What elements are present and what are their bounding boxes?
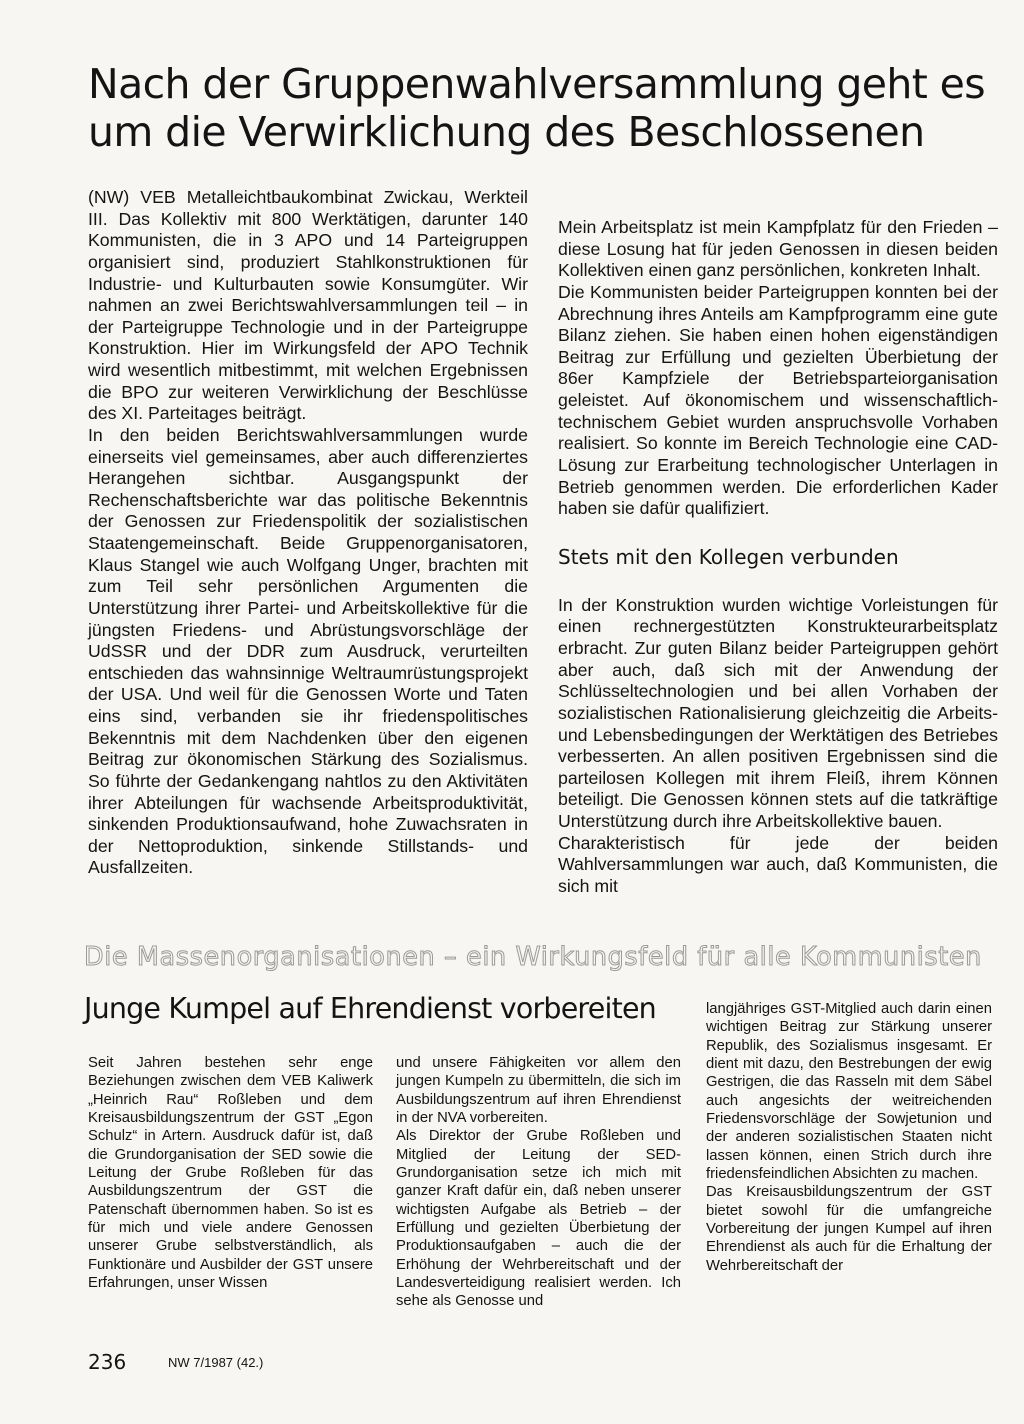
paragraph: Seit Jahren bestehen sehr enge Beziehungen zwischen dem VEB Kaliwerk „Heinrich Rau“ Roßleben und dem Kreisausbildungszentrum der GST „Egon Schulz“ in Artern. Ausdruck dafür ist, daß die Grundorganisation der SED sowie die Leitung der Grube Roßleben für das Ausbildungszentrum der GST die Patenschaft übernommen haben. So ist es für mich und viele andere Genossen unserer Grube selbstverständlich, als Funktionäre und Ausbilder der GST unsere Erfahrungen, unser Wissen	[88, 1055, 373, 1292]
article2-column-1	[88, 1054, 373, 1292]
department-heading: Die Massenorganisationen – ein Wirkungsfeld für alle Kommunisten	[84, 942, 982, 972]
issue-info: NW 7/1987 (42.)	[168, 1355, 264, 1370]
paragraph: In der Konstruktion wurden wichtige Vorleistungen für einen rechnergestützten Konstrukteurarbeitsplatz erbracht. Zur guten Bilanz beider Parteigruppen gehört aber auch, daß sich mit der Anwendung der Schlüsseltechnologien und bei allen Vorhaben der sozialistischen Rationalisierung gleichzeitig die Arbeits- und Lebensbedingungen der Werktätigen des Betriebes verbesserten. An allen positiven Ergebnissen sind die parteilosen Kollegen mit ihrem Fleiß, ihrem Können beteiligt. Die Genossen können stets auf die tatkräftige Unterstützung durch ihre Arbeitskollektive bauen.	[558, 594, 998, 831]
paragraph: In den beiden Berichtswahlversammlungen wurde einerseits viel gemeinsames, aber auch differenziertes Herangehen sichtbar. Ausgangspunkt der Rechenschaftsberichte war das politische Bekenntnis der Genossen zur Friedenspolitik der sozialistischen Staatengemeinschaft. Beide Gruppenorganisatoren, Klaus Stangel wie auch Wolfgang Unger, brachten mit zum Teil sehr persönlichen Argumenten die Unterstützung ihrer Partei- und Arbeitskollektive für die jüngsten Friedens- und Abrüstungsvorschläge der UdSSR und der DDR zum Ausdruck, verurteilten entschieden das wahnsinnige Weltraumrüstungsprojekt der USA. Und weil für die Genossen Worte und Taten eins sind, verbanden sie ihr friedenspolitisches Bekenntnis mit dem Nachdenken über den eigenen Beitrag zur ökonomischen Stärkung des Sozialismus. So führte der Gedankengang nahtlos zu den Aktivitäten ihrer Abteilungen für wachsende Arbeitsproduktivität, sinkenden Produktionsaufwand, hohe Zuwachsraten in der Nettoproduktion, sinkende Stillstands- und Ausfallzeiten.	[88, 424, 528, 878]
page-footer	[88, 1350, 264, 1374]
paragraph: und unsere Fähigkeiten vor allem den jungen Kumpeln zu übermitteln, die sich im Ausbildungszentrum auf ihren Ehrendienst in der NVA vorbereiten.	[396, 1055, 681, 1127]
article-title: Nach der Gruppenwahlversammlung geht es um die Verwirklichung des Beschlossenen	[88, 60, 986, 156]
paragraph: Das Kreisausbildungszentrum der GST bietet sowohl für die umfangreiche Vorbereitung der jungen Kumpel auf ihren Ehrendienst als auch für die Erhaltung der Wehrbereitschaft der	[706, 1184, 992, 1274]
article2-column-3	[706, 1000, 992, 1275]
paragraph: Als Direktor der Grube Roßleben und Mitglied der Leitung der SED-Grundorganisation setze ich mich mit ganzer Kraft dafür ein, daß neben unserer wichtigsten Aufgabe als Betrieb – der Erfüllung und gezielten Überbietung der Produktionsaufgaben – auch die der Erhöhung der Wehrbereitschaft und der Landesverteidigung realisiert werden. Ich sehe als Genosse und	[396, 1128, 681, 1310]
article-column-left	[88, 187, 528, 879]
article-column-right	[558, 217, 998, 898]
paragraph: langjähriges GST-Mitglied auch darin einen wichtigen Beitrag zur Stärkung unserer Republik, des Sozialismus insgesamt. Er dient mit dazu, den Bestrebungen der ewig Gestrigen, die das Rasseln mit dem Säbel auch angesichts der weitreichenden Friedensvorschläge der Sowjetunion und der anderen sozialistischen Staaten nicht lassen können, einen Strich durch ihre friedensfeindlichen Absichten zu machen.	[706, 1001, 992, 1183]
article-title-secondary: Junge Kumpel auf Ehrendienst vorbereiten	[84, 992, 656, 1025]
paragraph: Die Kommunisten beider Parteigruppen konnten bei der Abrechnung ihres Anteils am Kampfprogramm eine gute Bilanz ziehen. Sie haben einen hohen eigenständigen Beitrag zur Erfüllung und gezielten Überbietung der 86er Kampfziele der Betriebsparteiorganisation geleistet. Auf ökonomischem und wissenschaftlich-technischem Gebiet wurden anspruchsvolle Vorhaben realisiert. So konnte im Bereich Technologie eine CAD-Lösung zur Erarbeitung technologischer Unterlagen in Betrieb genommen werden. Die erforderlichen Kader haben sie dafür qualifiziert.	[558, 281, 998, 519]
paragraph: Charakteristisch für jede der beiden Wahlversammlungen war auch, daß Kommunisten, die sich mit	[558, 832, 998, 896]
paragraph: Mein Arbeitsplatz ist mein Kampfplatz für den Frieden – diese Losung hat für jeden Genossen in diesen beiden Kollektiven einen ganz persönlichen, konkreten Inhalt.	[558, 217, 998, 281]
paragraph: (NW) VEB Metalleichtbaukombinat Zwickau, Werkteil III. Das Kollektiv mit 800 Werktätigen, darunter 140 Kommunisten, die in 3 APO und 14 Parteigruppen organisiert sind, produziert Stahlkonstruktionen für Industrie- und Kulturbauten sowie Konsumgüter. Wir nahmen an zwei Berichtswahlversammlungen teil – in der Parteigruppe Technologie und in der Parteigruppe Konstruktion. Hier im Wirkungsfeld der APO Technik wird wesentlich mitbestimmt, mit welchen Ergebnissen die BPO zur weiteren Verwirklichung der Beschlüsse des XI. Parteitages beiträgt.	[88, 187, 528, 424]
article2-column-2	[396, 1054, 681, 1311]
page-number: 236	[88, 1350, 127, 1374]
subheading: Stets mit den Kollegen verbunden	[558, 544, 899, 569]
